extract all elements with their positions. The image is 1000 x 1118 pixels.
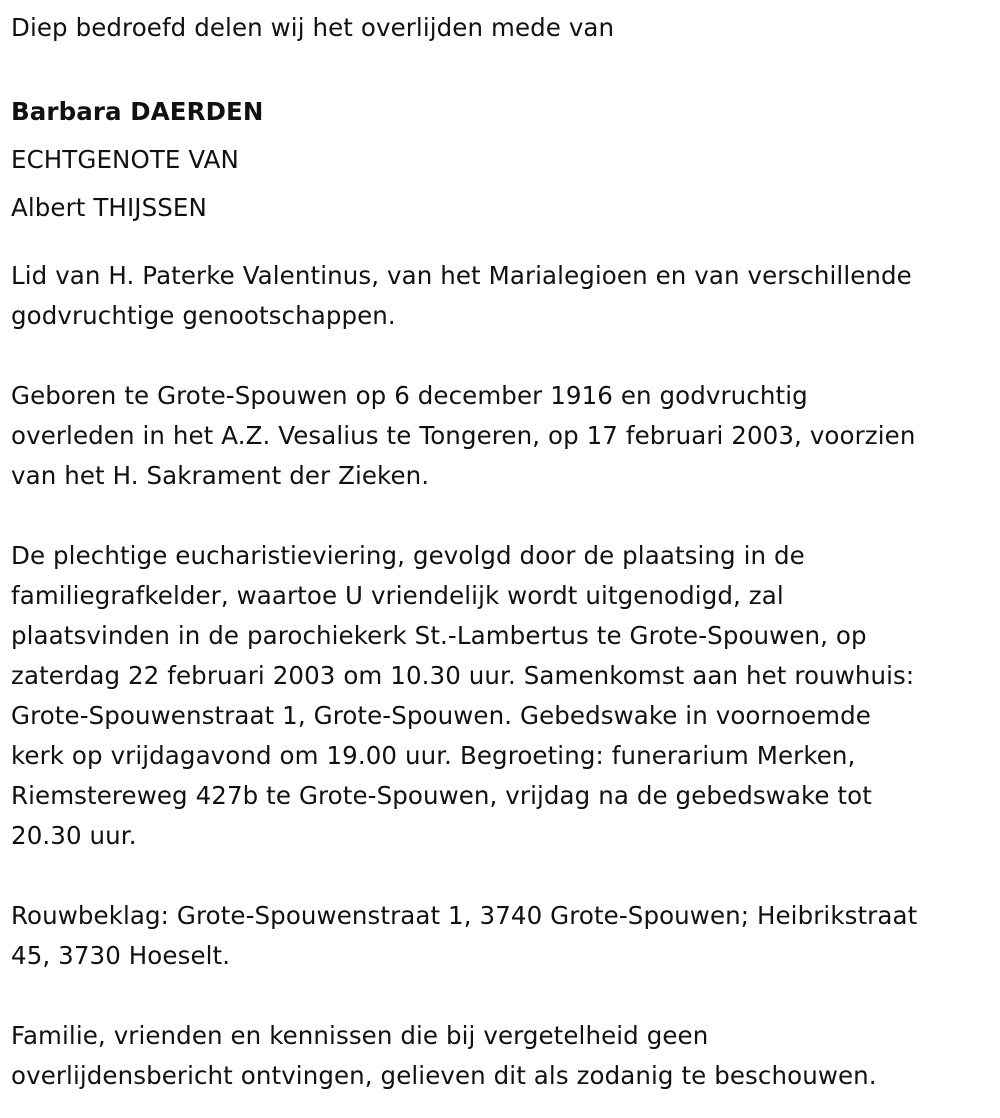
condolences-paragraph <box>11 896 986 976</box>
ceremony-paragraph <box>11 536 986 856</box>
closing-line: Familie, vrienden en kennissen die bij vergetelheid geen <box>11 1021 709 1050</box>
closing-line: overlijdensbericht ontvingen, gelieven dit als zodanig te beschouwen. <box>11 1061 877 1090</box>
condolences-line: 45, 3730 Hoeselt. <box>11 941 231 970</box>
birth-death-line: Geboren te Grote-Spouwen op 6 december 1916 en godvruchtig <box>11 381 808 410</box>
ceremony-line: zaterdag 22 februari 2003 om 10.30 uur. Samenkomst aan het rouwhuis: <box>11 661 915 690</box>
condolences-line: Rouwbeklag: Grote-Spouwenstraat 1, 3740 Grote-Spouwen; Heibrikstraat <box>11 901 918 930</box>
birth-death-paragraph <box>11 376 986 496</box>
closing-paragraph <box>11 1016 986 1096</box>
ceremony-line: plaatsvinden in de parochiekerk St.-Lambertus te Grote-Spouwen, op <box>11 621 867 650</box>
ceremony-line: Grote-Spouwenstraat 1, Grote-Spouwen. Gebedswake in voornoemde <box>11 701 871 730</box>
ceremony-line: 20.30 uur. <box>11 821 137 850</box>
intro-text: Diep bedroefd delen wij het overlijden mede van <box>11 13 615 42</box>
ceremony-line: kerk op vrijdagavond om 19.00 uur. Begroeting: funerarium Merken, <box>11 741 856 770</box>
membership-line: godvruchtige genootschappen. <box>11 301 396 330</box>
membership-line: Lid van H. Paterke Valentinus, van het Marialegioen en van verschillende <box>11 261 912 290</box>
birth-death-line: overleden in het A.Z. Vesalius te Tongeren, op 17 februari 2003, voorzien <box>11 421 916 450</box>
deceased-name: Barbara DAERDEN <box>11 97 264 126</box>
spouse-name: Albert THIJSSEN <box>11 193 207 222</box>
relation-text: ECHTGENOTE VAN <box>11 145 239 174</box>
ceremony-line: De plechtige eucharistieviering, gevolgd door de plaatsing in de <box>11 541 805 570</box>
birth-death-line: van het H. Sakrament der Zieken. <box>11 461 430 490</box>
ceremony-line: Riemstereweg 427b te Grote-Spouwen, vrijdag na de gebedswake tot <box>11 781 872 810</box>
ceremony-line: familiegrafkelder, waartoe U vriendelijk wordt uitgenodigd, zal <box>11 581 784 610</box>
membership-paragraph <box>11 256 986 336</box>
obituary-notice <box>11 8 986 1096</box>
